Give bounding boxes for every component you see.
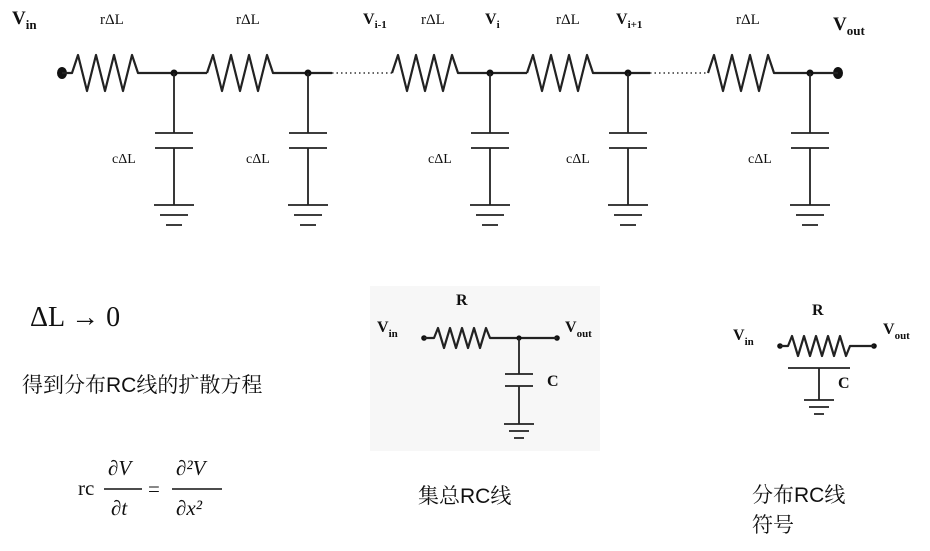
cap-branch-3: [470, 73, 510, 225]
capacitor-label-4: cΔL: [566, 152, 590, 167]
resistor-label-2: rΔL: [236, 12, 260, 28]
lumped-bg: [370, 286, 600, 451]
distributed-r-label: R: [812, 302, 824, 319]
distributed-caption-line2: 符号: [752, 514, 794, 537]
distributed-rc-symbol: [733, 302, 910, 414]
lumped-vin-label: $V_{in}$: [377, 319, 398, 340]
cap-branch-4: [608, 73, 648, 225]
node-prev-label: $V_{i-1}$: [363, 11, 387, 31]
capacitor-label-5: cΔL: [748, 152, 772, 167]
capacitor-label-2: cΔL: [246, 152, 270, 167]
distributed-vout-label: $V_{out}$: [883, 321, 910, 342]
lumped-rc-circuit: [370, 286, 600, 451]
vout-label: $V_{out}$: [833, 14, 865, 38]
resistor-label-3: rΔL: [421, 12, 445, 28]
ladder-wire: [62, 55, 838, 91]
cap-branch-5: [790, 73, 830, 225]
resistor-label-1: rΔL: [100, 12, 124, 28]
equation-rhs-num: ∂²V: [176, 456, 206, 480]
resistor-label-5: rΔL: [736, 12, 760, 28]
capacitor-label-1: cΔL: [112, 152, 136, 167]
distributed-vin-label: $V_{in}$: [733, 327, 754, 348]
equation-equals: =: [148, 477, 160, 501]
equation-coef: rc: [78, 476, 95, 500]
cap-branch-2: [288, 73, 328, 225]
distributed-c-label: C: [838, 375, 850, 392]
equation-lhs-num: ∂V: [108, 456, 132, 480]
diffusion-equation: [78, 456, 222, 520]
equation-lhs-den: ∂t: [111, 496, 128, 520]
vin-label: $V_{in}$: [12, 8, 37, 32]
lumped-r-label: R: [456, 292, 468, 309]
equation-rhs-den: ∂x²: [176, 496, 202, 520]
cap-branch-1: [154, 73, 194, 225]
distributed-caption-line1: 分布RC线: [752, 484, 846, 507]
lumped-vout-label: $V_{out}$: [565, 319, 592, 340]
lumped-c-label: C: [547, 373, 559, 390]
diffusion-caption: 得到分布RC线的扩散方程: [22, 374, 263, 397]
node-cur-label: $V_i$: [485, 11, 500, 31]
resistor-label-4: rΔL: [556, 12, 580, 28]
lumped-caption: 集总RC线: [418, 485, 512, 508]
rc-ladder: [12, 8, 865, 225]
limit-expression: ΔL → 0: [30, 302, 121, 333]
node-next-label: $V_{i+1}$: [616, 11, 643, 31]
capacitor-label-3: cΔL: [428, 152, 452, 167]
